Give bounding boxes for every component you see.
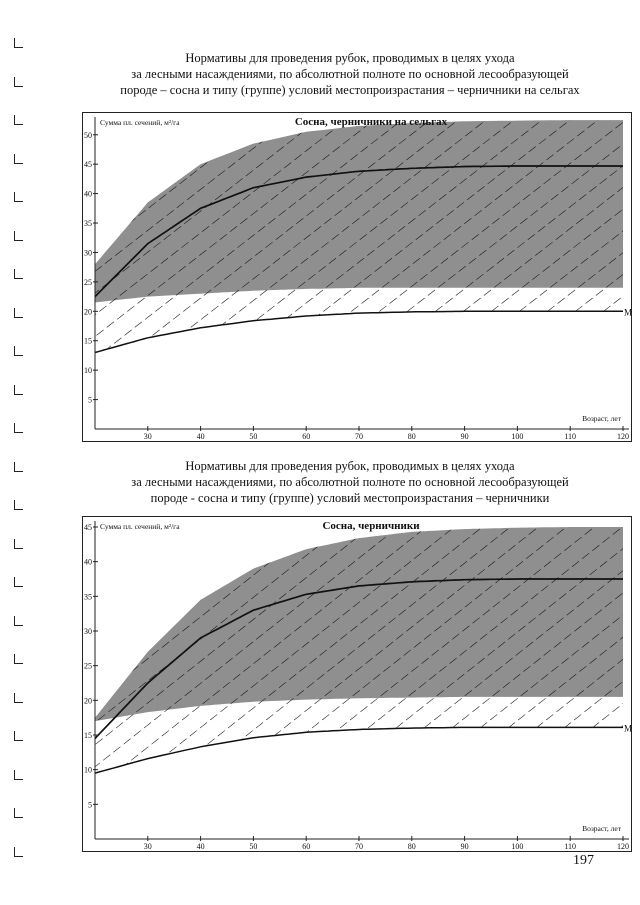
chart-1 <box>83 113 631 441</box>
x-tick-label: 80 <box>407 432 416 441</box>
y-axis-label: Сумма пл. сечений, м²/га <box>100 118 180 127</box>
x-tick-label: 60 <box>302 432 311 441</box>
binding-hole-mark <box>14 462 23 472</box>
y-tick-label: 30 <box>84 627 92 636</box>
binding-hole-mark <box>14 654 23 664</box>
binding-hole-mark <box>14 269 23 279</box>
lower-limit-line <box>95 311 623 352</box>
binding-hole-mark <box>14 385 23 395</box>
chart-title: Сосна, черничники <box>322 520 420 532</box>
x-tick-label: 60 <box>302 842 311 851</box>
hatch-line <box>0 517 103 849</box>
heading-line: породе - сосна и типу (группе) условий местопроизрастания – черничники <box>150 491 550 505</box>
x-tick-label: 30 <box>143 432 152 441</box>
y-tick-label: 45 <box>84 523 92 532</box>
binding-hole-mark <box>14 423 23 433</box>
binding-hole-mark <box>14 77 23 87</box>
y-tick-label: 45 <box>84 160 92 170</box>
x-tick-label: 30 <box>143 842 152 851</box>
x-tick-label: 120 <box>617 842 629 851</box>
y-tick-label: 30 <box>84 248 92 258</box>
x-axis-label: Возраст, лет <box>582 824 621 833</box>
gray-band-area <box>95 527 623 721</box>
x-tick-label: 110 <box>564 432 577 441</box>
binding-hole-mark <box>14 577 23 587</box>
x-tick-label: 100 <box>511 842 524 851</box>
binding-hole-mark <box>14 308 23 318</box>
binding-hole-mark <box>14 616 23 626</box>
binding-hole-mark <box>14 539 23 549</box>
y-tick-label: 50 <box>84 130 92 140</box>
page-number: 197 <box>573 853 594 868</box>
x-tick-label: 120 <box>617 432 629 441</box>
binding-hole-mark <box>14 693 23 703</box>
hatch-line <box>0 517 131 849</box>
x-tick-label: 50 <box>249 432 258 441</box>
y-tick-label: 10 <box>84 366 92 376</box>
y-axis-label: Сумма пл. сечений, м²/га <box>100 522 180 531</box>
x-tick-label: 110 <box>564 842 577 851</box>
y-tick-label: 40 <box>84 189 92 199</box>
binding-hole-mark <box>14 808 23 818</box>
chart-title: Сосна, черничники на сельгах <box>294 116 448 128</box>
y-tick-label: 5 <box>88 800 92 810</box>
heading-line: породе – сосна и типу (группе) условий местопроизрастания – черничники на сельгах <box>120 83 580 97</box>
y-tick-label: 40 <box>84 557 92 567</box>
y-tick-label: 20 <box>84 696 92 706</box>
y-tick-label: 20 <box>84 307 92 317</box>
y-tick-label: 25 <box>84 277 92 287</box>
binding-hole-mark <box>14 500 23 510</box>
binding-hole-mark <box>14 192 23 202</box>
binding-hole-mark <box>14 115 23 125</box>
lower-limit-line <box>95 727 623 773</box>
binding-hole-mark <box>14 346 23 356</box>
x-tick-label: 70 <box>355 432 363 441</box>
x-tick-label: 100 <box>511 432 524 441</box>
x-tick-label: 90 <box>460 842 469 851</box>
y-tick-label: 15 <box>84 731 92 740</box>
heading-line: за лесными насаждениями, по абсолютной полноте по основной лесообразующей <box>131 475 569 489</box>
heading-line: Нормативы для проведения рубок, проводимых в целях ухода <box>185 459 515 473</box>
hatch-line <box>635 517 640 849</box>
x-tick-label: 90 <box>460 432 469 441</box>
hatch-line <box>635 113 640 439</box>
y-tick-label: 25 <box>84 661 92 671</box>
heading-line: за лесными насаждениями, по абсолютной полноте по основной лесообразующей <box>131 67 569 81</box>
binding-hole-mark <box>14 731 23 741</box>
y-tick-label: 35 <box>84 592 92 602</box>
x-tick-label: 40 <box>196 432 205 441</box>
x-axis-label: Возраст, лет <box>582 414 621 423</box>
x-tick-label: 40 <box>196 842 205 851</box>
binding-hole-mark <box>14 38 23 48</box>
line-label-m: M <box>624 307 633 318</box>
chart-heading-2 <box>60 458 640 506</box>
x-tick-label: 50 <box>249 842 258 851</box>
binding-hole-mark <box>14 154 23 164</box>
heading-line: Нормативы для проведения рубок, проводимых в целях ухода <box>185 51 515 65</box>
binding-hole-mark <box>14 231 23 241</box>
y-tick-label: 10 <box>84 765 92 775</box>
chart-2 <box>83 517 631 851</box>
binding-hole-mark <box>14 770 23 780</box>
x-tick-label: 70 <box>355 842 363 851</box>
binding-hole-mark <box>14 847 23 857</box>
chart-panel-1 <box>82 112 632 442</box>
y-tick-label: 35 <box>84 219 92 229</box>
x-tick-label: 80 <box>407 842 416 851</box>
y-tick-label: 5 <box>88 395 92 405</box>
chart-panel-2 <box>82 516 632 852</box>
line-label-m: M <box>624 723 633 734</box>
y-tick-label: 15 <box>84 336 92 346</box>
chart-heading-1 <box>60 50 640 98</box>
